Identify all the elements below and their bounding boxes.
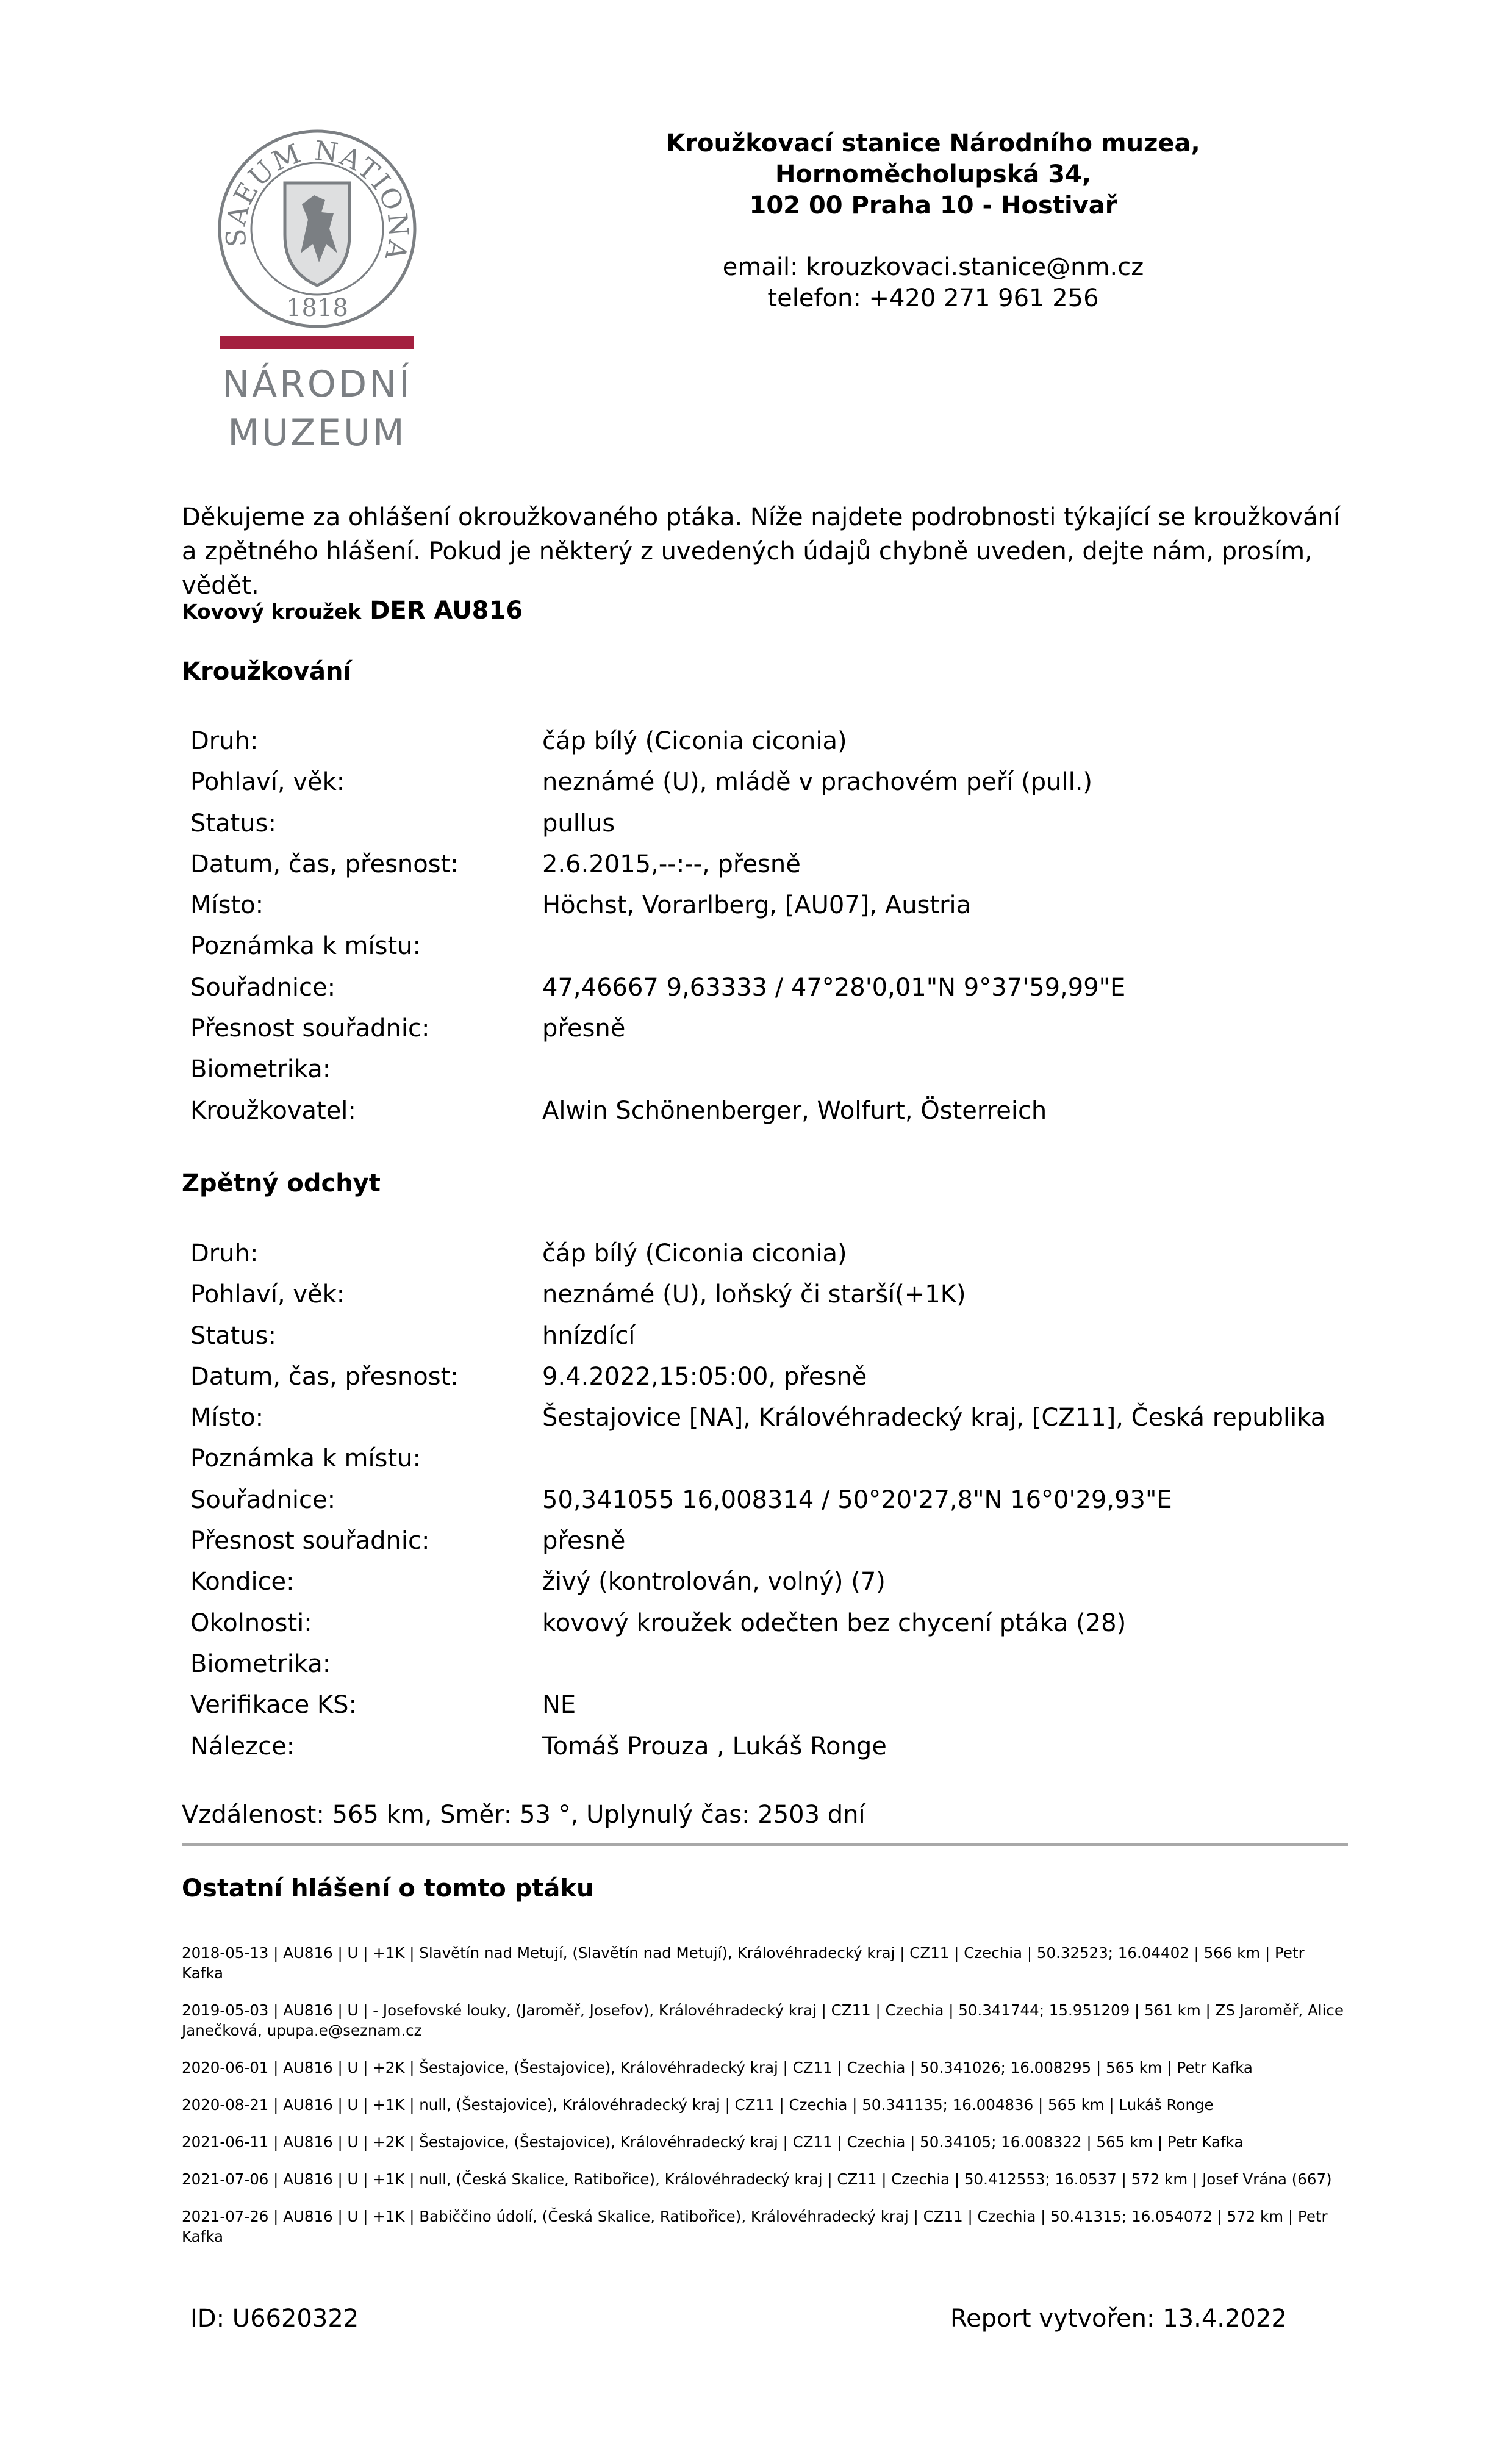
table-row [190, 1443, 1325, 1484]
field-label: Pohlaví, věk: [190, 768, 345, 797]
divider [182, 1843, 1348, 1846]
logo-accent-bar [220, 336, 414, 349]
list-item: 2019-05-03 | AU816 | U | - Josefovské louky, (Jaroměř, Josefov), Královéhradecký kraj | CZ11 | Czechia | 50.341744; 15.951209 | 561 km | ZS Jaroměř, Alice Janečková, upupa.e@seznam.cz [182, 2001, 1344, 2039]
table-row [190, 849, 1125, 890]
table-row [190, 1054, 1125, 1095]
field-label: Datum, čas, přesnost: [190, 1362, 459, 1391]
field-label: Datum, čas, přesnost: [190, 850, 459, 878]
station-phone: telefon: +420 271 961 256 [767, 284, 1099, 312]
list-item: 2021-07-06 | AU816 | U | +1K | null, (Česká Skalice, Ratibořice), Královéhradecký kraj | CZ11 | Czechia | 50.412553; 16.0537 | 572 km | Josef Vrána (667) [182, 2170, 1332, 2188]
field-label: Kondice: [190, 1568, 295, 1596]
station-street: Hornoměcholupská 34, [775, 160, 1092, 188]
museum-logo [217, 122, 418, 451]
table-row [190, 1321, 1325, 1362]
table-row [190, 767, 1125, 808]
table-row [190, 1690, 1325, 1731]
field-label: Nálezce: [190, 1732, 295, 1760]
report-id: ID: U6620322 [190, 2305, 359, 2333]
field-value: živý (kontrolován, volný) (7) [542, 1568, 886, 1596]
field-value: hnízdící [542, 1321, 636, 1350]
recovery-title: Zpětný odchyt [182, 1169, 381, 1197]
field-label: Druh: [190, 1240, 259, 1268]
field-value: 9.4.2022,15:05:00, přesně [542, 1362, 867, 1391]
other-reports-title: Ostatní hlášení o tomto ptáku [182, 1875, 594, 1903]
ringing-table [190, 726, 1125, 1136]
field-value: neznámé (U), mládě v prachovém peří (pull.) [542, 768, 1093, 797]
field-value: Höchst, Vorarlberg, [AU07], Austria [542, 891, 972, 920]
logo-ring-text: SAEUM NATIONA [220, 135, 415, 265]
field-label: Místo: [190, 891, 264, 920]
field-value: neznámé (U), loňský či starší(+1K) [542, 1280, 966, 1309]
table-row [190, 726, 1125, 767]
table-row [190, 931, 1125, 972]
logo-brand-line2: MUZEUM [228, 412, 407, 451]
field-label: Poznámka k místu: [190, 932, 421, 961]
report-created: Report vytvořen: 13.4.2022 [950, 2305, 1287, 2333]
field-value: čáp bílý (Ciconia ciconia) [542, 1240, 847, 1268]
table-row [190, 808, 1125, 849]
table-row [190, 1238, 1325, 1279]
field-label: Verifikace KS: [190, 1691, 357, 1720]
ring-info [182, 597, 523, 625]
recovery-table [190, 1238, 1325, 1772]
field-label: Souřadnice: [190, 973, 336, 1002]
field-value: Alwin Schönenberger, Wolfurt, Österreich [542, 1096, 1047, 1125]
station-city: 102 00 Praha 10 - Hostivař [749, 192, 1117, 220]
table-row [190, 1526, 1325, 1566]
ring-label: Kovový kroužek [182, 600, 362, 623]
museum-seal-icon [217, 122, 418, 451]
distance-summary: Vzdálenost: 565 km, Směr: 53 °, Uplynulý čas: 2503 dní [182, 1801, 865, 1829]
field-label: Biometrika: [190, 1055, 331, 1084]
station-email: email: krouzkovaci.stanice@nm.cz [722, 253, 1144, 281]
other-reports-list [182, 1943, 1344, 2264]
table-row [190, 1279, 1325, 1320]
field-value: Šestajovice [NA], Královéhradecký kraj, [CZ11], Česká republika [542, 1404, 1326, 1432]
field-label: Místo: [190, 1404, 264, 1432]
field-label: Biometrika: [190, 1649, 331, 1678]
table-row [190, 890, 1125, 931]
table-row [190, 1362, 1325, 1402]
field-value: přesně [542, 1527, 626, 1556]
ringing-title: Kroužkování [182, 658, 352, 686]
station-name: Kroužkovací stanice Národního muzea, [666, 129, 1200, 157]
table-row [190, 1731, 1325, 1772]
table-row [190, 972, 1125, 1013]
field-label: Pohlaví, věk: [190, 1280, 345, 1309]
field-value: 2.6.2015,--:--, přesně [542, 850, 801, 878]
intro-text: Děkujeme za ohlášení okroužkovaného ptáka. Níže najdete podrobnosti týkající se kroužkování a zpětného hlášení. Pokud je některý z uvedených údajů chybně uveden, dejte nám, prosím, vědět. [182, 503, 1341, 600]
field-value: čáp bílý (Ciconia ciconia) [542, 727, 847, 755]
logo-year: 1818 [286, 294, 348, 322]
field-label: Kroužkovatel: [190, 1096, 356, 1125]
field-value: Tomáš Prouza , Lukáš Ronge [542, 1732, 887, 1760]
table-row [190, 1608, 1325, 1649]
table-row [190, 1485, 1325, 1526]
list-item: 2020-08-21 | AU816 | U | +1K | null, (Šestajovice), Královéhradecký kraj | CZ11 | Czechia | 50.341135; 16.004836 | 565 km | Lukáš Ronge [182, 2096, 1214, 2114]
ring-code: DER AU816 [370, 597, 523, 625]
field-value: 50,341055 16,008314 / 50°20'27,8"N 16°0'29,93"E [542, 1485, 1172, 1514]
list-item: 2018-05-13 | AU816 | U | +1K | Slavětín nad Metují, (Slavětín nad Metují), Královéhradecký kraj | CZ11 | Czechia | 50.32523; 16.04402 | 566 km | Petr Kafka [182, 1944, 1305, 1982]
field-value: kovový kroužek odečten bez chycení ptáka (28) [542, 1609, 1127, 1637]
field-value: NE [542, 1691, 576, 1720]
table-row [190, 1649, 1325, 1690]
field-label: Status: [190, 1321, 276, 1350]
field-label: Druh: [190, 727, 259, 755]
table-row [190, 1013, 1125, 1054]
table-row [190, 1096, 1125, 1136]
table-row [190, 1566, 1325, 1607]
field-label: Přesnost souřadnic: [190, 1527, 430, 1556]
field-value: přesně [542, 1014, 626, 1043]
field-value: 47,46667 9,63333 / 47°28'0,01"N 9°37'59,99"E [542, 973, 1126, 1002]
logo-brand-line1: NÁRODNÍ [222, 363, 412, 406]
field-label: Souřadnice: [190, 1485, 336, 1514]
field-label: Okolnosti: [190, 1609, 312, 1637]
station-address [610, 128, 1256, 314]
field-label: Přesnost souřadnic: [190, 1014, 430, 1043]
table-row [190, 1402, 1325, 1443]
list-item: 2020-06-01 | AU816 | U | +2K | Šestajovice, (Šestajovice), Královéhradecký kraj | CZ11 | Czechia | 50.341026; 16.008295 | 565 km | Petr Kafka [182, 2059, 1253, 2076]
field-label: Poznámka k místu: [190, 1444, 421, 1473]
list-item: 2021-07-26 | AU816 | U | +1K | Babiččino údolí, (Česká Skalice, Ratibořice), Královéhradecký kraj | CZ11 | Czechia | 50.41315; 16.054072 | 572 km | Petr Kafka [182, 2208, 1328, 2245]
field-label: Status: [190, 809, 276, 838]
list-item: 2021-06-11 | AU816 | U | +2K | Šestajovice, (Šestajovice), Královéhradecký kraj | CZ11 | Czechia | 50.34105; 16.008322 | 565 km | Petr Kafka [182, 2133, 1244, 2151]
field-value: pullus [542, 809, 615, 838]
